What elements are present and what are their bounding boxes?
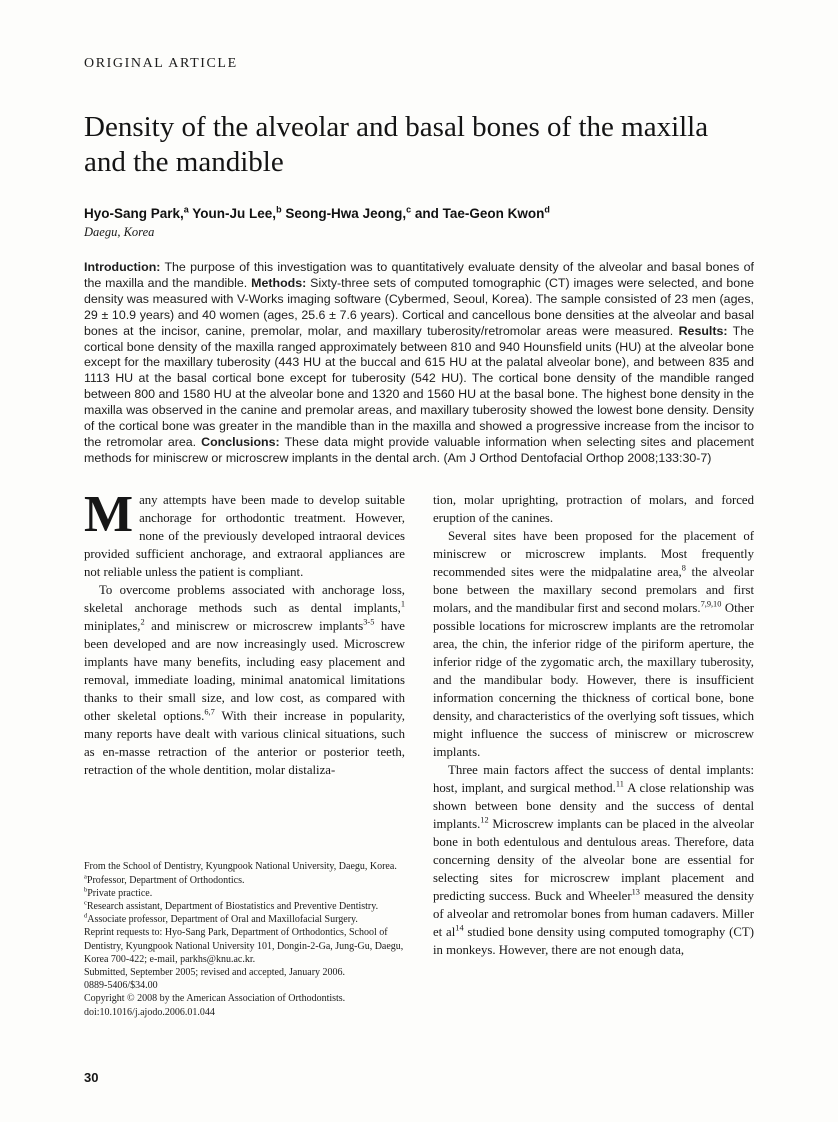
footnote-line: From the School of Dentistry, Kyungpook National University, Daegu, Korea. (84, 861, 397, 873)
paragraph: tion, molar uprighting, protraction of molars, and forced eruption of the canines. (433, 492, 754, 525)
footnote-line: Copyright © 2008 by the American Association of Orthodontists. (84, 993, 346, 1005)
footnote-line: Submitted, September 2005; revised and accepted, January 2006. (84, 966, 346, 978)
right-column (433, 491, 754, 1019)
footnote-line: $^c$Research assistant, Department of Biostatistics and Preventive Dentistry. (84, 899, 379, 912)
article-body (84, 485, 754, 1019)
footnote-line: $^d$Associate professor, Department of Oral and Maxillofacial Surgery. (84, 912, 358, 926)
left-column (84, 485, 405, 1019)
paragraph: To overcome problems associated with anchorage loss, skeletal anchorage methods such as dental implants,$^1$ miniplates,$^2$ and miniscrew or microscrew implants$^{3-5}$ have been developed and are now increasingly used. Microscrew implants have many benefits, including easy placement and removal, immediate loading, minimal anatomical limitations thanks to their small size, and low cost, as compared with other skeletal options.$^{6,7}$ With their increase in popularity, many reports have dealt with various clinical situations, such as en-masse retraction of the anterior or posterior teeth, retraction of the whole dentition, molar distaliza- (84, 582, 405, 777)
paragraph (84, 485, 405, 581)
paragraph: Several sites have been proposed for the placement of miniscrew or microscrew implants. Most frequently recommended sites were the midpalatine area,$^8$ the alveolar bone between the maxillary second premolars and first molars, and the mandibular first and second molars.$^{7,9,10}$ Other possible locations for microscrew implants are the retromolar area, the chin, the inferior ridge of the piriform aperture, the inferior ridge of the zygomatic arch, the maxillary tuberosity, and the mandibular body. However, there is insufficient information concerning the thickness of cortical bone, bone density, and characteristics of the overlying soft tissues, which might influence the success of miniscrew or microscrew implants. (433, 528, 754, 759)
paragraph: Three main factors affect the success of dental implants: host, implant, and surgical method.$^{11}$ A close relationship was shown between bone density and the success of dental implants.$^{12}$ Microscrew implants can be placed in the alveolar bone in both edentulous and dentulous areas. Therefore, data concerning density of the alveolar bone are essential for selecting sites for microscrew implant placement and predicting success. Buck and Wheeler$^{13}$ measured the density of alveolar and retromolar bones from human cadavers. Miller et $al^{14}$ studied bone density using computed tomography (CT) in monkeys. However, there are not enough data, (433, 762, 754, 957)
footnote-line: $^a$Professor, Department of Orthodontics. (84, 873, 245, 886)
author-location: Daegu, Korea (84, 225, 155, 239)
footnote-line: 0889-5406/$34.00 (84, 980, 158, 992)
article-type-label: ORIGINAL ARTICLE (84, 56, 238, 71)
abstract-text: Introduction: The purpose of this investigation was to quantitatively evaluate density of the alveolar and basal bones of the maxilla and the mandible. Methods: Sixty-three sets of computed tomographic (CT) images were selected, and bone density was measured with V-Works imaging software (Cybermed, Seoul, Korea). The sample consisted of 23 men (ages, 29 ± 10.9 years) and 40 women (ages, 25.6 ± 7.6 years). Cortical and cancellous bone densities at the alveolar and basal bones at the incisor, canine, premolar, molar, and maxillary tuberosity/retromolar areas were measured. Results: The cortical bone density of the maxilla ranged approximately between 810 and 940 Hounsfield units (HU) at the alveolar bone except for the maxillary tuberosity (443 HU at the buccal and 615 HU at the palatal alveolar bone), and between 835 and 1113 HU at the basal cortical bone except for tuberosity (542 HU). The cortical bone density of the mandible ranged between 800 and 1580 HU at the alveolar bone and 1320 and 1560 HU at the basal bone. The highest bone density in the maxilla was observed in the canine and premolar areas, and maxillary tuberosity showed the lowest bone density. Density of the cortical bone was greater in the mandible than in the maxilla and showed a progressive increase from the incisor to the retromolar area. Conclusions: These data might provide valuable information when selecting sites and placement methods for miniscrew or microscrew implants in the dental arch. (Am J Orthod Dentofacial Orthop 2008;133:30-7) (84, 260, 754, 465)
footnote-line: Reprint requests to: Hyo-Sang Park, Department of Orthodontics, School of Dentistry, Kyungpook National University 101, Dongin-2-Ga, Jung-Gu, Daegu, Korea 700-422; e-mail, parkhs@knu.ac.kr. (84, 927, 404, 965)
footnotes (84, 860, 405, 1018)
footnote-line: $^b$Private practice. (84, 886, 153, 899)
paragraph-text: any attempts have been made to develop suitable anchorage for orthodontic treatment. However, none of the previously developed intraoral devices provided sufficient anchorage, and extraoral appliances are not reliable unless the patient is compliant. (84, 492, 405, 579)
dropcap: M (84, 485, 134, 543)
page-number: 30 (84, 1070, 99, 1085)
author-line: Hyo-Sang Park,$^a$ Youn-Ju Lee,$^b$ Seong-Hwa Jeong,$^c$ and Tae-Geon Kwon$^d$ (84, 204, 550, 221)
footnote-line: doi:10.1016/j.ajodo.2006.01.044 (84, 1006, 215, 1018)
article-title: Density of the alveolar and basal bones of the maxilla and the mandible (84, 111, 709, 178)
